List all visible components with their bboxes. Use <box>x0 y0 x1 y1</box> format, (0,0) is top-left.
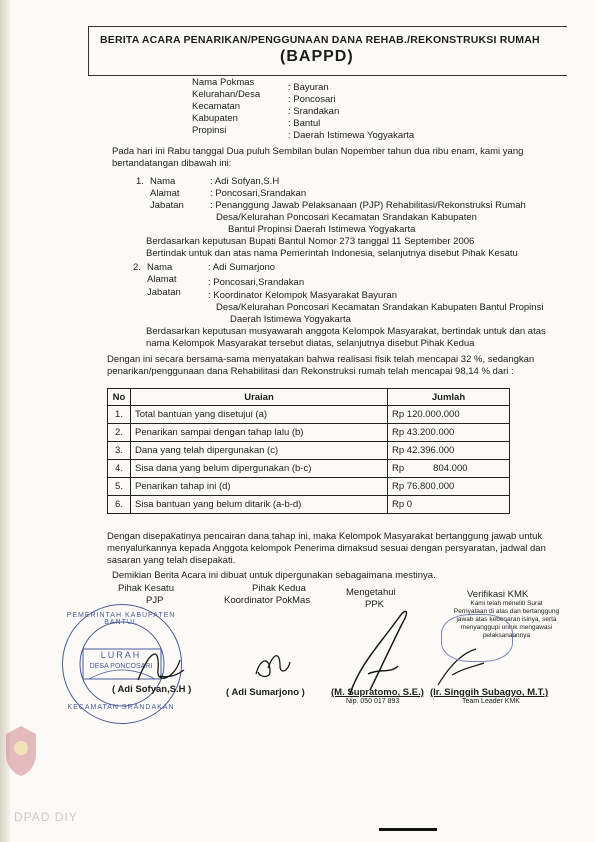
row-jumlah: Rp 120.000.000 <box>388 406 510 424</box>
watermark-text: DPAD DIY <box>14 810 78 824</box>
p2-dasar-2: nama Kelompok Masyarakat tersebut diatas, selanjutnya disebut Pihak Kedua <box>146 338 475 349</box>
table-header-row <box>108 389 510 406</box>
dpad-logo-icon <box>2 724 40 778</box>
page-mark <box>379 828 437 831</box>
col-jumlah: Jumlah <box>388 389 510 406</box>
signature-2 <box>250 648 295 682</box>
p1-nama-label: Nama <box>150 176 176 187</box>
p2-jabatan-1: : Koordinator Kelompok Masyarakat Bayuran <box>208 290 398 301</box>
p2-nama-label: Nama <box>147 262 173 273</box>
stamp-inner-2: DESA PONCOSARI <box>89 663 153 670</box>
p1-nama: : Adi Sofyan,S.H <box>210 176 280 187</box>
table-row <box>108 406 510 424</box>
sig4-title: Verifikasi KMK <box>467 589 529 600</box>
p2-jabatan-3: Daerah Istimewa Yogyakarta <box>230 314 351 325</box>
p2-alamat: : Poncosari,Srandakan <box>208 277 305 288</box>
sig3-name: (M. Supratomo, S.E.) <box>331 687 424 698</box>
row-jumlah: Rp 42.396.000 <box>388 442 510 460</box>
kecamatan-value: : Srandakan <box>288 106 340 117</box>
statement-line-1: Dengan ini secara bersama-sama menyatakan bahwa realisasi fisik telah mencapai 32 %, sedangkan <box>107 354 535 365</box>
p1-dasar-2: Bertindak untuk dan atas nama Pemerintah Indonesia, selanjutnya disebut Pihak Kesatu <box>146 248 518 259</box>
kmk-verification-note: Kami telah meneliti Surat Pernyataan di atas dan bertanggung jawab atas kebenaran isinya, serta menyanggupi untuk mengawasi pelaksanaannya <box>453 600 560 639</box>
kecamatan-label: Kecamatan <box>192 101 241 112</box>
signature-3 <box>340 604 420 699</box>
p1-num: 1. <box>136 176 144 187</box>
col-no: No <box>108 389 131 406</box>
p2-num: 2. <box>133 262 141 273</box>
desa-label: Kelurahan/Desa <box>192 89 261 100</box>
signature-1 <box>130 640 190 690</box>
row-no: 4. <box>108 460 131 478</box>
sig4-name: (Ir. Singgih Subagyo, M.T.) <box>430 687 549 698</box>
statement-line-2: penarikan/penggunaan dana Rehabilitasi dan Rekonstruksi rumah telah mencapai 98,14 % dari : <box>107 366 514 377</box>
p2-dasar-1: Berdasarkan keputusan musyawarah anggota Kelompok Masyarakat, bertindak untuk dan atas <box>146 326 546 337</box>
document-title: BERITA ACARA PENARIKAN/PENGGUNAAN DANA REHAB./REKONSTRUKSI RUMAH <box>100 34 540 46</box>
intro-line-2: bertandatangan dibawah ini: <box>112 158 232 169</box>
uraian-table <box>107 388 510 514</box>
p1-dasar-1: Berdasarkan keputusan Bupati Bantul Nomor 273 tanggal 11 September 2006 <box>146 236 475 247</box>
row-no: 1. <box>108 406 131 424</box>
kabupaten-label: Kabupaten <box>192 113 238 124</box>
sig3-role: PPK <box>365 599 385 610</box>
kabupaten-value: : Bantul <box>288 118 321 129</box>
sig2-role: Koordinator PokMas <box>224 595 311 606</box>
row-uraian: Sisa bantuan yang belum ditarik (a-b-d) <box>131 496 388 514</box>
sig1-role: PJP <box>146 595 164 606</box>
intro-line-1: Pada hari ini Rabu tanggal Dua puluh Sembilan bulan Nopember tahun dua ribu enam, kami yang <box>112 146 524 157</box>
row-no: 2. <box>108 424 131 442</box>
row-jumlah: Rp 0 <box>388 496 510 514</box>
table-row <box>108 460 510 478</box>
sig2-title: Pihak Kedua <box>252 583 306 594</box>
sig4-role: Team Leader KMK <box>462 698 520 705</box>
table-row <box>108 496 510 514</box>
p1-jabatan-label: Jabatan <box>150 200 184 211</box>
document-subtitle: (BAPPD) <box>280 48 354 65</box>
p1-alamat: : Poncosari,Srandakan <box>210 188 307 199</box>
row-uraian: Penarikan sampai dengan tahap lalu (b) <box>131 424 388 442</box>
stamp-outer-bottom: KECAMATAN SRANDAKAN <box>67 704 175 711</box>
sig3-nip: Nip. 050 017 893 <box>346 698 400 705</box>
row-jumlah: Rp 76.800.000 <box>388 478 510 496</box>
col-uraian: Uraian <box>131 389 388 406</box>
scan-edge <box>0 0 10 842</box>
closing-line-2: menyalurkannya kepada Anggota kelompok Penerima dimaksud sesuai dengan persyaratan, jadwal dan <box>107 543 546 554</box>
desa-value: : Poncosari <box>288 94 336 105</box>
sig3-title: Mengetahui <box>346 587 396 598</box>
p2-jabatan-label: Jabatan <box>147 287 181 298</box>
row-jumlah: Rp 43.200.000 <box>388 424 510 442</box>
closing-line-3: sasaran yang telah disepakati. <box>107 555 236 566</box>
sig1-title: Pihak Kesatu <box>118 583 174 594</box>
row-uraian: Sisa dana yang belum dipergunakan (b-c) <box>131 460 388 478</box>
table-row <box>108 424 510 442</box>
row-jumlah: Rp 804.000 <box>388 460 510 478</box>
row-no: 6. <box>108 496 131 514</box>
row-no: 3. <box>108 442 131 460</box>
stamp-outer-top: PEMERINTAH KABUPATEN BANTUL <box>66 612 176 626</box>
p1-jabatan-1: : Penanggung Jawab Pelaksanaan (PJP) Rehabilitasi/Rekonstruksi Rumah <box>210 200 526 211</box>
kmk-stamp <box>441 614 513 662</box>
propinsi-value: : Daerah Istimewa Yogyakarta <box>288 130 415 141</box>
row-uraian: Total bantuan yang disetujui (a) <box>131 406 388 424</box>
closing-line-4: Demikian Berita Acara ini dibuat untuk dipergunakan sebagaimana mestinya. <box>112 570 436 581</box>
p1-alamat-label: Alamat <box>150 188 180 199</box>
row-uraian: Penarikan tahap ini (d) <box>131 478 388 496</box>
pokmas-label: Nama Pokmas <box>192 77 255 88</box>
p1-jabatan-2: Desa/Kelurahan Poncosari Kecamatan Srandakan Kabupaten <box>216 212 477 223</box>
p2-nama: : Adi Sumarjono <box>208 262 276 273</box>
sig2-name: ( Adi Sumarjono ) <box>226 687 305 698</box>
table-row <box>108 442 510 460</box>
p1-jabatan-3: Bantul Propinsi Daerah Istimewa Yogyakarta <box>228 224 416 235</box>
propinsi-label: Propinsi <box>192 125 227 136</box>
closing-line-1: Dengan disepakatinya pencairan dana tahap ini, maka Kelompok Masyarakat bertanggung jawab untuk <box>107 531 543 542</box>
p2-jabatan-2: Desa/Kelurahan Poncosari Kecamatan Srandakan Kabupaten Bantul Propinsi <box>216 302 544 313</box>
row-no: 5. <box>108 478 131 496</box>
pokmas-value: : Bayuran <box>288 82 329 93</box>
p2-alamat-label: Alamat <box>147 274 177 285</box>
table-row <box>108 478 510 496</box>
sig1-name: ( Adi Sofyan,S.H ) <box>112 684 192 695</box>
row-uraian: Dana yang telah dipergunakan (c) <box>131 442 388 460</box>
stamp-inner-1: LURAH <box>100 650 142 660</box>
